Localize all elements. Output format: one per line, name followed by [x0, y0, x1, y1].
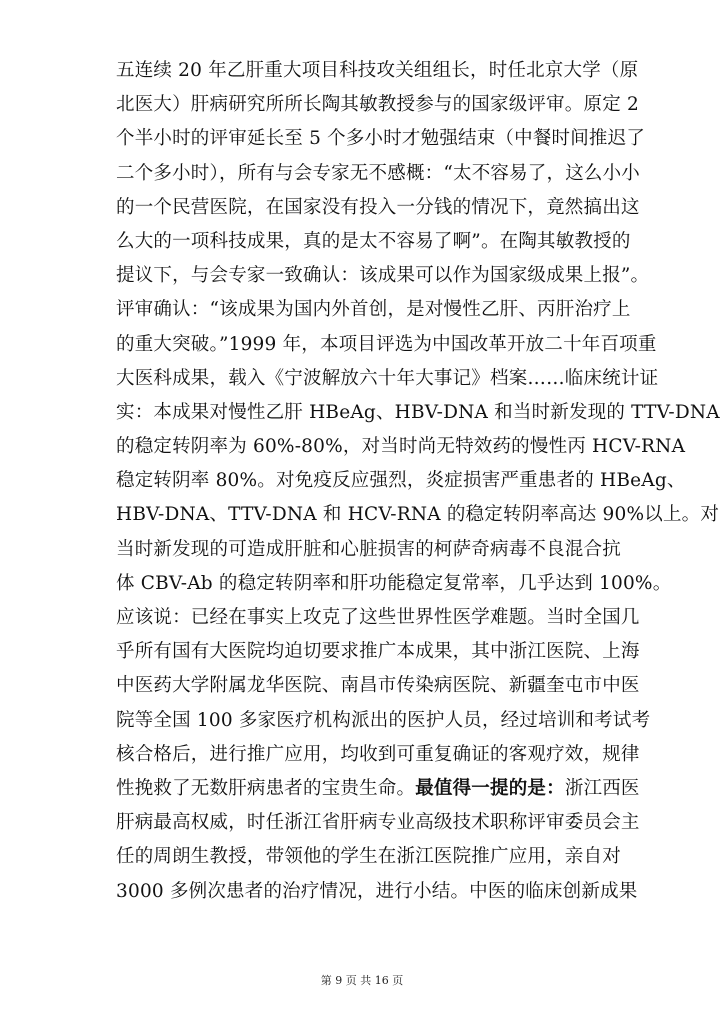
- page-footer: 第 9 页 共 16 页: [320, 974, 404, 987]
- text-line: 3000 多例次患者的治疗情况，进行小结。中医的临床创新成果: [116, 880, 638, 902]
- text-line: 任的周朗生教授，带领他的学生在浙江医院推广应用，亲自对: [116, 846, 621, 868]
- text-line: 乎所有国有大医院均迫切要求推广本成果，其中浙江医院、上海: [116, 641, 640, 663]
- text-segment: 性挽救了无数肝病患者的宝贵生命。: [116, 777, 416, 799]
- text-line: 院等全国 100 多家医疗机构派出的医护人员，经过培训和考试考: [116, 709, 651, 731]
- text-line: 应该说：已经在事实上攻克了这些世界性医学难题。当时全国几: [116, 607, 640, 628]
- text-line: 核合格后，进行推广应用，均收到可重复确证的客观疗效，规律: [116, 743, 640, 765]
- text-line: 大医科成果，载入《宁波解放六十年大事记》档案……临床统计证: [116, 367, 659, 389]
- text-line: 中医药大学附属龙华医院、南昌市传染病医院、新疆奎屯市中医: [116, 675, 640, 697]
- text-line: 二个多小时），所有与会专家无不感概：“太不容易了，这么小小: [116, 162, 641, 184]
- text-line: 提议下，与会专家一致确认：该成果可以作为国家级成果上报”。: [116, 265, 650, 287]
- text-line: 评审确认：“该成果为国内外首创，是对慢性乙肝、丙肝治疗上: [116, 299, 631, 321]
- text-line: 实：本成果对慢性乙肝 HBeAg、HBV-DNA 和当时新发现的 TTV-DNA: [116, 401, 720, 423]
- text-line: 的重大突破。”1999 年，本项目评选为中国改革开放二十年百项重: [116, 333, 657, 355]
- text-segment: 浙江西医: [564, 777, 640, 799]
- text-line: 五连续 20 年乙肝重大项目科技攻关组组长，时任北京大学（原: [116, 60, 639, 81]
- body-text: [116, 54, 720, 909]
- text-line: 么大的一项科技成果，真的是太不容易了啊”。在陶其敏教授的: [116, 230, 631, 252]
- text-line: 稳定转阴率 80%。对免疫反应强烈，炎症损害严重患者的 HBeAg、: [116, 470, 686, 492]
- text-line: 的一个民营医院，在国家没有投入一分钱的情况下，竟然搞出这: [116, 196, 640, 218]
- text-line: 个半小时的评审延长至 5 个多小时才勉强结束（中餐时间推迟了: [116, 128, 646, 150]
- text-line: 体 CBV-Ab 的稳定转阴率和肝功能稳定复常率，几乎达到 100%。: [116, 572, 672, 594]
- text-line: 北医大）肝病研究所所长陶其敏教授参与的国家级评审。原定 2: [116, 94, 639, 116]
- text-line: HBV-DNA、TTV-DNA 和 HCV-RNA 的稳定转阴率高达 90%以上。对: [116, 504, 720, 526]
- emphasis-text: 最值得一提的是：: [415, 777, 565, 799]
- text-line: 当时新发现的可造成肝脏和心脏损害的柯萨奇病毒不良混合抗: [116, 538, 621, 560]
- text-line: 肝病最高权威，时任浙江省肝病专业高级技术职称评审委员会主: [116, 812, 640, 834]
- text-line-with-emphasis: [116, 772, 640, 806]
- text-line: 的稳定转阴率为 60%-80%，对当时尚无特效药的慢性丙 HCV-RNA: [116, 436, 686, 458]
